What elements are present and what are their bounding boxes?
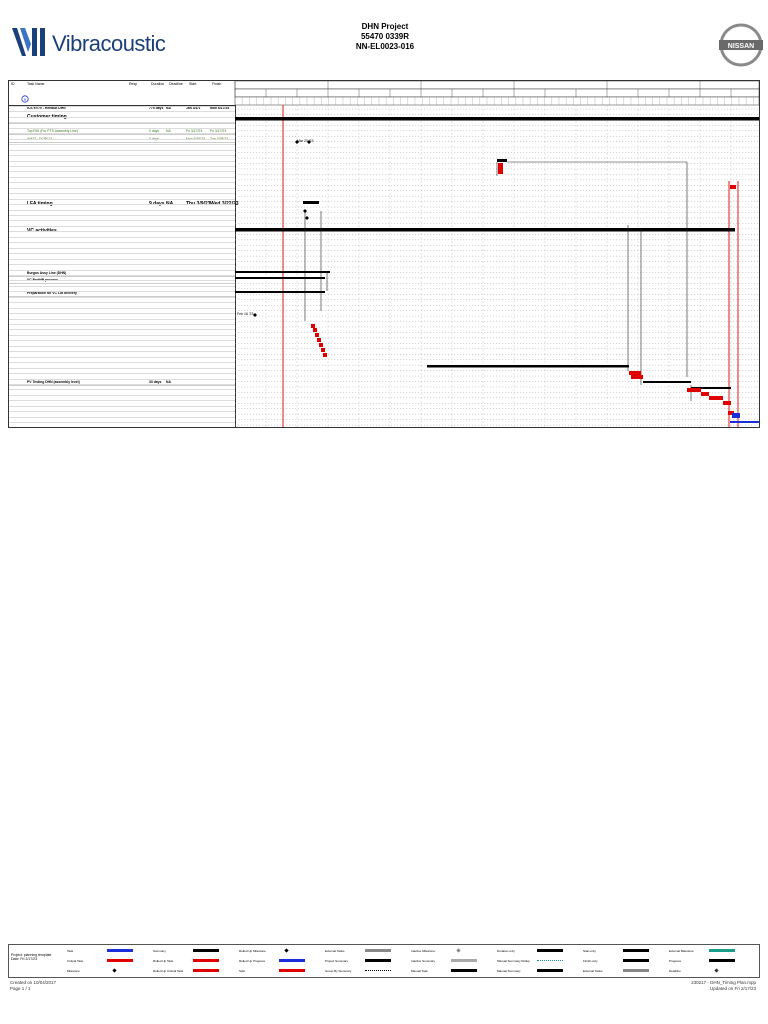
legend-swatch-icon [107, 949, 133, 952]
task-name: ICS EV70 - Renault DHN [27, 106, 66, 110]
footer-right [691, 980, 756, 992]
legend-label: External Tasks [325, 949, 345, 953]
info-icon [21, 95, 29, 103]
legend-swatch-icon [107, 959, 133, 962]
legend-item [239, 959, 265, 963]
row-gridline [9, 373, 235, 374]
row-gridline [9, 215, 235, 216]
company-name: Vibracoustic [52, 31, 166, 56]
row-gridline [9, 357, 235, 358]
task-name: VC ProtHP process [27, 278, 59, 282]
legend-item [153, 949, 166, 953]
legend-label: External Milestone [669, 949, 694, 953]
legend-swatch-icon [623, 969, 649, 972]
legend-swatch-icon [623, 949, 649, 952]
task-deadline: NA [166, 201, 174, 207]
legend-swatch-icon [193, 959, 219, 962]
task-duration: 0 days [149, 137, 159, 141]
row-gridline [9, 329, 235, 330]
row-gridline [9, 297, 235, 298]
table-row[interactable] [9, 129, 235, 135]
legend-label: Manual Summary Rollup [497, 959, 530, 963]
project-info [11, 953, 51, 961]
legend-item [669, 959, 681, 963]
critical-task-bar [319, 343, 323, 347]
milestone-label: Mar 20 '23 [297, 139, 314, 143]
legend-swatch-icon [709, 949, 735, 952]
legend-swatch-icon [112, 968, 116, 972]
row-gridline [9, 324, 235, 325]
task-name: Burgos Assy Line (DHN) [27, 271, 67, 275]
critical-task-bar [498, 168, 503, 174]
legend-swatch-icon [714, 968, 718, 972]
row-gridline [9, 351, 235, 352]
row-gridline [9, 193, 235, 194]
legend-item [153, 969, 183, 973]
summary-bar [235, 277, 325, 279]
gantt-chart [235, 81, 759, 427]
page-title [300, 22, 470, 52]
summary-bar [497, 159, 507, 162]
task-finish: Wed 3/22/23 [210, 201, 239, 207]
legend-swatch-icon [456, 948, 460, 952]
legend-item [325, 969, 351, 973]
row-gridline [9, 340, 235, 341]
task-start: Jan 3/1/1 [186, 106, 201, 110]
legend-label: Duration-only [497, 949, 515, 953]
legend-label: Rolled Up Progress [239, 959, 266, 963]
task-name: Top RDI (For PTS Assembly Line) [27, 129, 78, 133]
row-gridline [9, 171, 235, 172]
row-gridline [9, 302, 235, 303]
legend-item [67, 959, 83, 963]
gantt-canvas [235, 81, 759, 427]
legend-item [411, 949, 435, 953]
title-line-1: DHN Project [361, 22, 409, 31]
legend-label: Milestone [67, 969, 80, 973]
row-gridline [9, 319, 235, 320]
row-gridline [9, 155, 235, 156]
row-gridline [9, 106, 235, 107]
task-bar [732, 413, 740, 418]
row-gridline [9, 122, 235, 123]
legend-swatch-icon [279, 969, 305, 972]
row-gridline [9, 248, 235, 249]
timescale-quarters [235, 81, 759, 89]
summary-bar [427, 365, 629, 368]
row-gridline [9, 362, 235, 363]
task-deadline: NA [166, 106, 171, 110]
legend-swatch-icon [623, 959, 649, 962]
legend-swatch-icon [451, 959, 477, 962]
nissan-logo-icon [718, 22, 764, 68]
created-date: Created on 10/04/2017 [10, 980, 57, 985]
vibracoustic-mark-icon [10, 24, 50, 60]
critical-task-bar [631, 375, 643, 379]
row-gridline [9, 177, 235, 178]
gantt-sheet [8, 80, 760, 428]
row-gridline [9, 199, 235, 200]
legend-label: Rolled Up Task [153, 959, 174, 963]
column-task-name: Task Name [27, 82, 45, 86]
column-id: ID [11, 82, 15, 86]
updated-date: Updated on Fri 2/17/23 [709, 986, 756, 991]
critical-task-bar [701, 392, 709, 396]
title-line-2: 55470 0339R [360, 32, 410, 41]
legend-swatch-icon [193, 969, 219, 972]
row-gridline [9, 395, 235, 396]
footer-left [10, 980, 56, 992]
task-name: Customer timing [27, 114, 67, 120]
milestone-marker [305, 216, 309, 220]
legend-item [67, 969, 80, 973]
row-gridline [9, 280, 235, 281]
row-gridline [9, 210, 235, 211]
legend-label: Manual Task [411, 969, 428, 973]
legend-label: Summary [153, 949, 166, 953]
row-gridline [9, 144, 235, 145]
project-name: Project: planning template [11, 953, 52, 957]
row-gridline [9, 400, 235, 401]
legend-label: Deadline [669, 969, 681, 973]
task-name: AMT2 - DCR013 [27, 137, 53, 141]
legend [67, 945, 757, 977]
project-summary-bar [235, 117, 759, 121]
critical-task-bar [321, 348, 325, 352]
legend-item [325, 959, 348, 963]
task-name: Preparation for VC Lot delivery [27, 291, 77, 295]
row-gridline [9, 161, 235, 162]
row-gridline [9, 346, 235, 347]
critical-task-bar [323, 353, 327, 357]
row-gridline [9, 308, 235, 309]
milestone-label: Feb 16 '23 [237, 312, 254, 316]
vibracoustic-logo [10, 22, 166, 62]
legend-swatch-icon [365, 970, 391, 971]
legend-swatch-icon [537, 969, 563, 972]
row-gridline [9, 335, 235, 336]
page-number: Page 1 / 1 [10, 986, 31, 991]
critical-task-bar [709, 396, 723, 400]
legend-label: External Tasks [583, 969, 603, 973]
column-deadline: Deadline [169, 82, 183, 86]
task-name: VC activities [27, 228, 57, 234]
milestone-marker [253, 313, 257, 317]
file-name: 230217 - DHN_Timing Plan.mpp [691, 980, 756, 985]
row-gridline [9, 150, 235, 151]
row-gridline [9, 379, 235, 380]
legend-label: Manual Summary [497, 969, 521, 973]
legend-swatch-icon [451, 969, 477, 972]
critical-task-bar [723, 401, 731, 405]
task-start: Fri 3/17/23 [186, 129, 203, 133]
task-start: Thu 3/9/23 [186, 201, 211, 207]
row-gridline [9, 237, 235, 238]
legend-label: Inactive Summary [411, 959, 436, 963]
legend-label: Rolled Up Milestone [239, 949, 266, 953]
row-gridline [9, 166, 235, 167]
critical-task-bar [629, 371, 641, 375]
row-gridline [9, 188, 235, 189]
row-gridline [9, 389, 235, 390]
title-line-3: NN-EL0023-016 [355, 42, 415, 51]
legend-label: Inactive Milestone [411, 949, 436, 953]
task-bar [730, 421, 759, 423]
legend-item [669, 969, 681, 973]
task-duration: 0 days [149, 129, 159, 133]
legend-item [411, 969, 428, 973]
row-gridline [9, 411, 235, 412]
legend-item [497, 949, 515, 953]
legend-label: Project Summary [325, 959, 349, 963]
summary-bar [643, 381, 691, 383]
legend-swatch-icon [284, 948, 288, 952]
task-duration: 9 days [149, 201, 165, 207]
row-gridline [9, 182, 235, 183]
row-gridline [9, 264, 235, 265]
row-gridline [9, 111, 235, 112]
legend-box [8, 944, 760, 978]
legend-item [239, 969, 245, 973]
task-finish: Mon 6/17/24 [210, 106, 230, 110]
row-gridline [9, 128, 235, 129]
legend-item [583, 959, 598, 963]
critical-task-bar [687, 388, 701, 392]
critical-task-bar [311, 324, 315, 328]
task-start: Mon 3/20/23 [186, 137, 205, 141]
column-finish: Finish [212, 82, 222, 86]
legend-swatch-icon [365, 959, 391, 962]
task-deadline: NA [166, 380, 171, 384]
legend-item [325, 949, 344, 953]
task-duration: 33 days [149, 380, 162, 384]
row-gridline [9, 253, 235, 254]
legend-label: Finish-only [583, 959, 598, 963]
legend-label: Task [67, 949, 74, 953]
legend-swatch-icon [537, 960, 563, 961]
legend-item [669, 949, 694, 953]
legend-swatch-icon [709, 959, 735, 962]
legend-item [583, 949, 596, 953]
timescale-months [235, 89, 759, 97]
task-deadline: NA [166, 129, 171, 133]
row-gridline [9, 313, 235, 314]
task-name: LFA timing [27, 201, 53, 207]
row-gridline [9, 139, 235, 140]
row-gridline [9, 226, 235, 227]
critical-task-bar [730, 185, 736, 189]
column-resp: Resp [129, 82, 138, 86]
critical-task-bar [313, 328, 317, 332]
legend-item [411, 959, 435, 963]
column-start: Start [189, 82, 197, 86]
row-gridline [9, 220, 235, 221]
task-duration: 775 days [149, 106, 164, 110]
row-gridline [9, 384, 235, 385]
legend-item [497, 969, 521, 973]
row-gridline [9, 275, 235, 276]
timescale-weeks [235, 97, 759, 105]
legend-item [497, 959, 530, 963]
row-gridline [9, 259, 235, 260]
legend-swatch-icon [193, 949, 219, 952]
critical-task-bar [315, 333, 319, 337]
task-name: PV Testing DHN (assembly level) [27, 380, 80, 384]
legend-item [239, 949, 266, 953]
row-gridline [9, 242, 235, 243]
row-gridline [9, 291, 235, 292]
milestone-marker [303, 209, 307, 213]
project-date: Date: Fri 2/17/23 [11, 957, 38, 961]
row-gridline [9, 270, 235, 271]
summary-bar [235, 228, 735, 232]
summary-bar [235, 291, 325, 293]
row-gridline [9, 406, 235, 407]
row-gridline [9, 422, 235, 423]
legend-swatch-icon [279, 959, 305, 962]
row-gridline [9, 368, 235, 369]
task-finish: Tue 3/28/23 [210, 137, 228, 141]
summary-bar [235, 271, 330, 273]
legend-label: Rolled Up Critical Task [153, 969, 184, 973]
row-gridline [9, 286, 235, 287]
legend-label: Group By Summary [325, 969, 352, 973]
critical-task-bar [317, 338, 321, 342]
legend-label: Critical Task [67, 959, 84, 963]
summary-bar [303, 201, 319, 204]
legend-swatch-icon [537, 949, 563, 952]
legend-item [153, 959, 173, 963]
legend-label: Split [239, 969, 245, 973]
legend-label: Progress [669, 959, 682, 963]
task-table-header [9, 81, 235, 106]
legend-label: Start-only [583, 949, 596, 953]
column-duration: Duration [151, 82, 165, 86]
legend-item [67, 949, 73, 953]
legend-swatch-icon [365, 949, 391, 952]
legend-item [583, 969, 602, 973]
task-finish: Fri 3/17/23 [210, 129, 227, 133]
row-gridline [9, 417, 235, 418]
svg-text:NISSAN: NISSAN [727, 43, 755, 50]
row-gridline [9, 133, 235, 134]
task-table [9, 81, 239, 427]
